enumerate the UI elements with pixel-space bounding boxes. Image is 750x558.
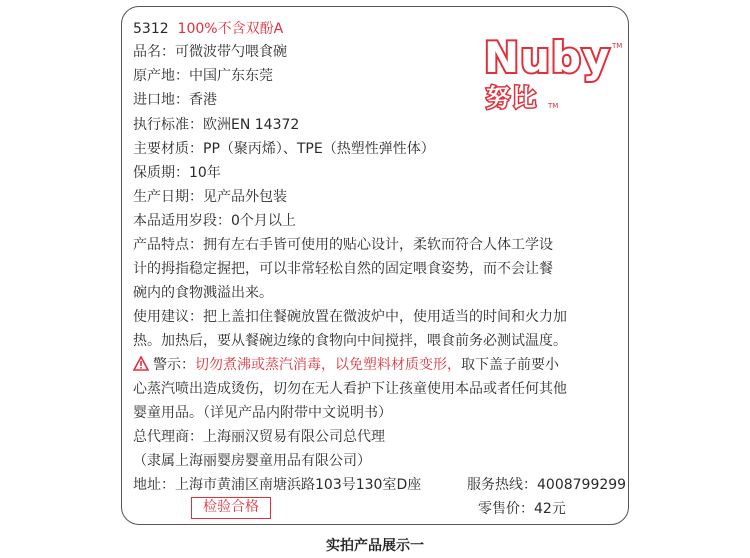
shelf-life: 保质期：10年 [133, 165, 221, 181]
bpa-free-text: 100%不含双酚A [177, 21, 284, 37]
warning-triangle-icon [133, 356, 149, 378]
warning-line-2: 心蒸汽喷出造成烫伤，切勿在无人看护下让孩童使用本品或者任何其他 [133, 381, 567, 397]
material: 主要材质：PP（聚丙烯）、TPE（热塑性弹性体） [133, 141, 435, 157]
features-line-1: 产品特点：拥有左右手皆可使用的贴心设计，柔软而符合人体工学设 [133, 237, 553, 253]
logo-trademark: TM [612, 42, 623, 50]
service-hotline: 服务热线：4008799299 [467, 477, 627, 493]
logo-trademark-cn: TM [548, 102, 559, 110]
features-line-2: 计的拇指稳定握把，可以非常轻松自然的固定喂食姿势，而不会让餐 [133, 261, 553, 277]
retail-price: 零售价：42元 [478, 501, 566, 517]
usage-line-2: 热。加热后，要从餐碗边缘的食物向中间搅拌，喂食前务必测试温度。 [133, 333, 567, 349]
warning-label: 警示： [153, 357, 195, 373]
features-line-3: 碗内的食物溅溢出来。 [133, 285, 273, 301]
origin: 原产地：中国广东东莞 [133, 68, 273, 84]
address: 地址：上海市黄浦区南塘浜路103号130室D座 [133, 477, 422, 493]
warning-line-1 [133, 354, 559, 378]
product-name: 品名：可微波带勺喂食碗 [133, 44, 287, 60]
warning-line-3: 婴童用品。（详见产品内附带中文说明书） [133, 405, 392, 421]
agent-line-2: （隶属上海丽婴房婴童用品有限公司） [133, 453, 371, 469]
import-place: 进口地：香港 [133, 92, 217, 108]
standard: 执行标准：欧洲EN 14372 [133, 117, 300, 133]
logo-wordmark: Nuby [484, 33, 611, 82]
header-line [133, 18, 283, 40]
usage-line-1: 使用建议：把上盖扣住餐碗放置在微波炉中，使用适当的时间和火力加 [133, 309, 567, 325]
product-code: 5312 [133, 21, 169, 37]
agent-line-1: 总代理商：上海丽汉贸易有限公司总代理 [133, 429, 385, 445]
warning-red-text: 切勿煮沸或蒸汽消毒，以免塑料材质变形， [195, 357, 461, 373]
nuby-logo [484, 34, 624, 114]
warning-rest: 取下盖子前要小 [461, 357, 559, 373]
inspection-stamp: 检验合格 [191, 497, 271, 519]
age-range: 本品适用岁段：0个月以上 [133, 213, 296, 229]
caption: 实拍产品展示一 [326, 538, 424, 554]
logo-chinese-name: 努比 [486, 84, 538, 112]
production-date: 生产日期：见产品外包装 [133, 189, 287, 205]
